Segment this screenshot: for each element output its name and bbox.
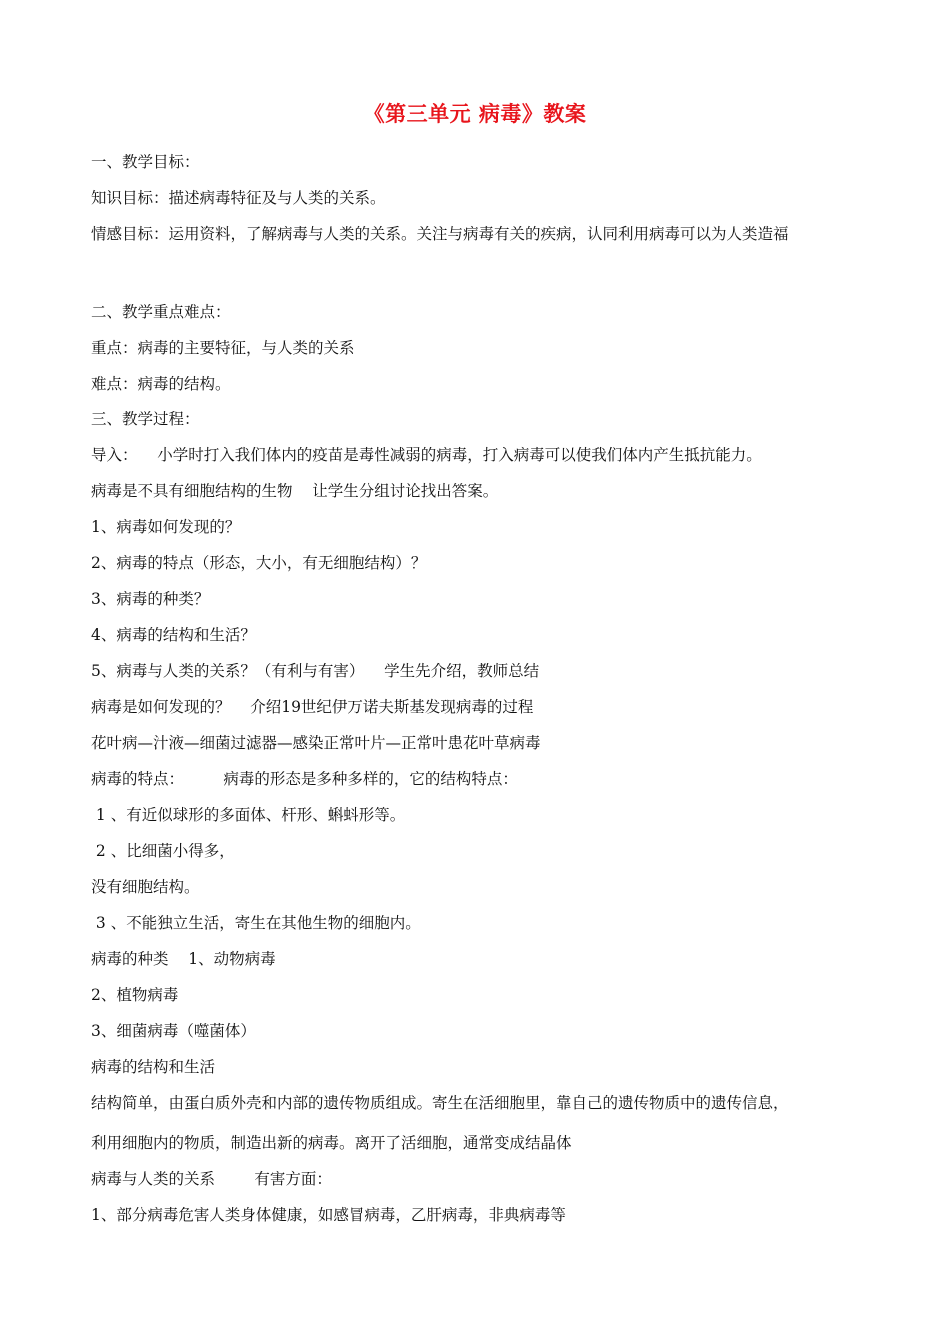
text-line: 3 、不能独立生活，寄生在其他生物的细胞内。 — [91, 914, 421, 932]
text-line: 病毒的特点： 病毒的形态是多种多样的，它的结构特点： — [91, 770, 518, 788]
question-item: 1、病毒如何发现的？ — [91, 518, 241, 536]
text-line: 导入： 小学时打入我们体内的疫苗是毒性减弱的病毒，打入病毒可以使我们体内产生抵抗能力。 — [91, 446, 762, 464]
text-line: 2 、比细菌小得多， — [91, 842, 235, 860]
text-line: 病毒的种类 1、动物病毒 — [91, 950, 276, 968]
question-item: 4、病毒的结构和生活？ — [91, 626, 256, 644]
text-line: 花叶病—汁液—细菌过滤器—感染正常叶片—正常叶患花叶草病毒 — [91, 734, 541, 752]
text-line: 1 、有近似球形的多面体、杆形、蝌蚪形等。 — [91, 806, 406, 824]
text-line: 2、植物病毒 — [91, 986, 179, 1004]
text-line: 结构简单，由蛋白质外壳和内部的遗传物质组成。寄生在活细胞里，靠自己的遗传物质中的遗传信息， — [91, 1094, 789, 1112]
text-line: 难点：病毒的结构。 — [91, 375, 231, 393]
question-item: 3、病毒的种类？ — [91, 590, 210, 608]
text-line: 重点：病毒的主要特征，与人类的关系 — [91, 339, 355, 357]
section-heading-objectives: 一、教学目标： — [91, 153, 200, 171]
text-line: 知识目标：描述病毒特征及与人类的关系。 — [91, 189, 386, 207]
text-line: 利用细胞内的物质，制造出新的病毒。离开了活细胞，通常变成结晶体 — [91, 1134, 572, 1152]
section-heading-key-points: 二、教学重点难点： — [91, 303, 231, 321]
text-line: 3、细菌病毒（噬菌体） — [91, 1022, 256, 1040]
text-line: 病毒的结构和生活 — [91, 1058, 216, 1076]
text-line: 病毒是如何发现的？ 介绍19世纪伊万诺夫斯基发现病毒的过程 — [91, 698, 534, 716]
text-line: 没有细胞结构。 — [91, 878, 200, 896]
text-line: 1、部分病毒危害人类身体健康，如感冒病毒，乙肝病毒，非典病毒等 — [91, 1206, 566, 1224]
section-heading-process: 三、教学过程： — [91, 410, 200, 428]
text-line: 病毒是不具有细胞结构的生物 让学生分组讨论找出答案。 — [91, 482, 499, 500]
question-item: 5、病毒与人类的关系？（有利与有害） 学生先介绍，教师总结 — [91, 662, 540, 680]
text-line: 情感目标：运用资料，了解病毒与人类的关系。关注与病毒有关的疾病，认同利用病毒可以为人类造福 — [91, 225, 789, 243]
document-title: 《第三单元 病毒》教案 — [363, 102, 587, 126]
question-item: 2、病毒的特点（形态，大小，有无细胞结构）？ — [91, 554, 427, 572]
text-line: 病毒与人类的关系 有害方面： — [91, 1170, 332, 1188]
